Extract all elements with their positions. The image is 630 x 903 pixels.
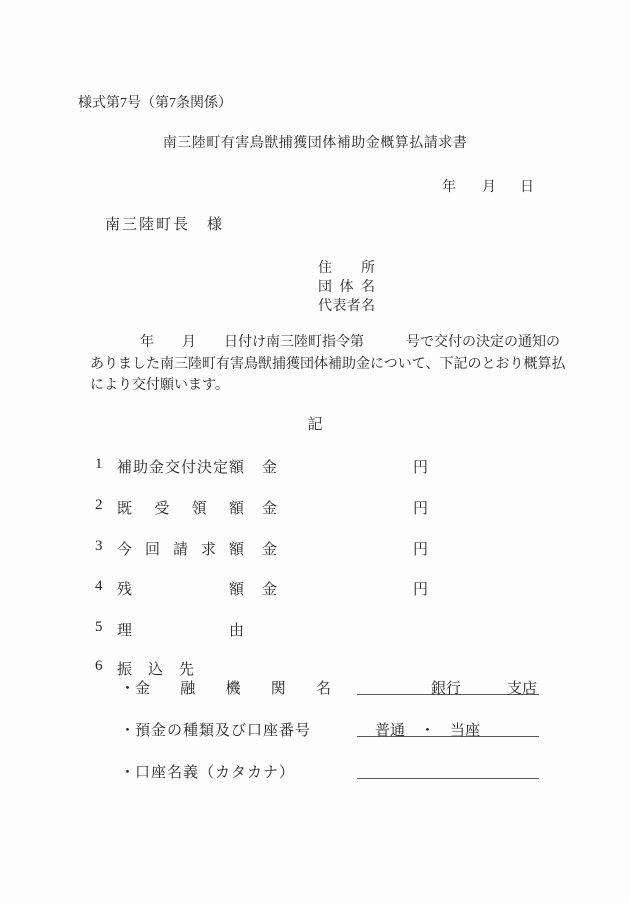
item-label: 既受領額 (117, 501, 244, 517)
fill-line-bank-branch (357, 677, 539, 695)
item-number: 6 (95, 658, 103, 674)
account-type-options: 普通 ・ 当座 (375, 723, 481, 739)
financial-institution-label: 金融機関名 (135, 681, 331, 697)
item-label: 残額 (117, 582, 244, 598)
item-row-transfer-destination (95, 658, 575, 677)
amount-suffix: 円 (413, 460, 429, 476)
item-number: 4 (95, 578, 103, 594)
amount-prefix: 金 (262, 542, 278, 558)
signature-field-group-name (318, 279, 375, 297)
amount-prefix: 金 (262, 501, 278, 517)
item-row-current-request-amount (95, 538, 575, 557)
item-label: 今回請求額 (117, 542, 244, 558)
amount-suffix: 円 (413, 501, 429, 517)
date-month-label: 月 (482, 180, 496, 195)
transfer-row-account-holder (120, 761, 580, 779)
bullet: ・ (120, 681, 136, 697)
item-number: 5 (95, 619, 103, 635)
date-line (0, 179, 630, 197)
amount-prefix: 金 (262, 582, 278, 598)
body-paragraph-line-3: により交付願います。 (90, 378, 229, 393)
amount-suffix: 円 (413, 542, 429, 558)
signature-field-address (318, 260, 375, 278)
account-type-number-label: 預金の種類及び口座番号 (135, 723, 312, 739)
amount-suffix: 円 (413, 582, 429, 598)
account-holder-label: 口座名義（カタカナ） (135, 765, 296, 781)
list-heading-ki: 記 (307, 417, 323, 433)
signature-field-representative (318, 298, 375, 316)
address-label: 住所 (318, 261, 375, 276)
form-number: 様式第7号（第7条関係） (78, 96, 232, 111)
transfer-row-financial-institution (120, 677, 580, 695)
item-number: 3 (95, 538, 103, 554)
document-title: 南三陸町有害鳥獣捕獲団体補助金概算払請求書 (162, 136, 468, 151)
body-paragraph-line-1: 年 月 日付け南三陸町指令第 号で交付の決定の通知の (140, 335, 560, 350)
group-name-label: 団体名 (318, 280, 375, 295)
bullet: ・ (120, 765, 136, 781)
date-year-label: 年 (442, 180, 456, 195)
date-day-label: 日 (520, 180, 534, 195)
item-row-remaining-amount (95, 578, 575, 597)
item-row-already-received-amount (95, 497, 575, 516)
item-row-grant-decision-amount (95, 456, 575, 475)
representative-label: 代表者名 (318, 299, 375, 314)
branch-suffix-label: 支店 (506, 681, 537, 697)
fill-line-account-holder (357, 761, 539, 779)
item-row-reason (95, 619, 575, 638)
bullet: ・ (120, 723, 136, 739)
body-paragraph-line-2: ありました南三陸町有害鳥獣捕獲団体補助金について、下記のとおり概算払 (90, 357, 566, 372)
amount-prefix: 金 (262, 460, 278, 476)
bank-suffix-label: 銀行 (431, 681, 462, 697)
item-number: 1 (95, 456, 103, 472)
item-number: 2 (95, 497, 103, 513)
item-label: 理由 (117, 623, 244, 639)
addressee: 南三陸町長 様 (105, 217, 225, 233)
transfer-row-account-type-number (120, 719, 580, 737)
item-label: 補助金交付決定額 (117, 460, 244, 476)
fill-line-account-type (357, 719, 539, 737)
item-label: 振込先 (117, 662, 211, 678)
